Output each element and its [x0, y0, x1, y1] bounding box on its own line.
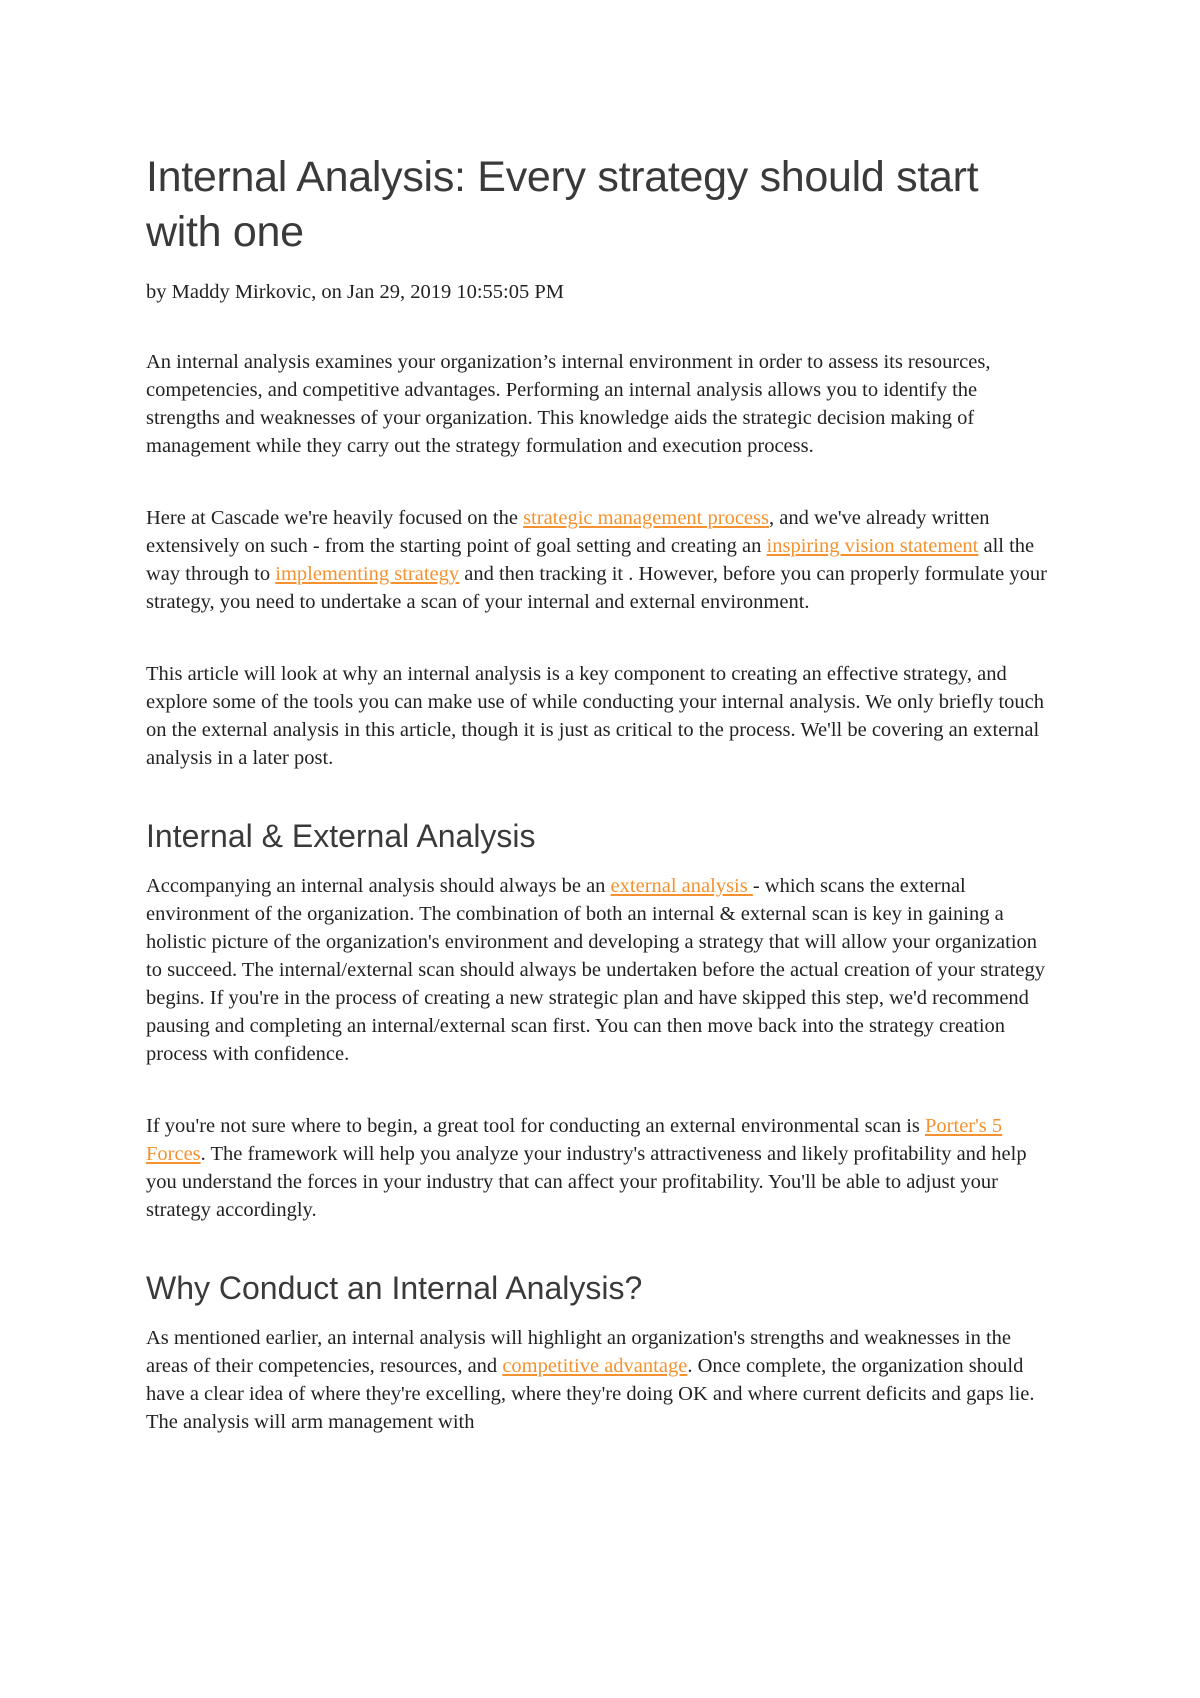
text-segment: As mentioned earlier, an internal analysis will highlight an organization's strengths and weaknesses in the areas of their competencies, resources, and — [146, 1327, 1011, 1377]
text-segment: . The framework will help you analyze your industry's attractiveness and likely profitability and help you understand the forces in your industry that can affect your profitability. You'll be able to adjust your strategy accordingly. — [146, 1143, 1027, 1221]
byline: by Maddy Mirkovic, on Jan 29, 2019 10:55:05 PM — [146, 281, 564, 303]
external-analysis-link[interactable]: external analysis — [610, 875, 753, 897]
cascade-paragraph — [146, 504, 1056, 616]
text-segment: and then tracking it . However, before you can properly formulate your strategy, you need to undertake a scan of your internal and external environment. — [146, 563, 1047, 613]
text-segment: . Once complete, the organization should have a clear idea of where they're excelling, where they're doing OK and where current deficits and gaps lie. The analysis will arm management with — [146, 1355, 1035, 1433]
inspiring-vision-statement-link[interactable]: inspiring vision statement — [766, 535, 979, 557]
strategic-management-process-link[interactable]: strategic management process — [523, 507, 769, 529]
porters-forces-paragraph — [146, 1112, 1056, 1224]
intro-paragraph: An internal analysis examines your organization’s internal environment in order to assess its resources, competencies, and competitive advantages. Performing an internal analysis allows you to identify the strengths and weaknesses of your organization. This knowledge aids the strategic decision making of management while they carry out the strategy formulation and execution process. — [146, 351, 991, 457]
text-segment: Here at Cascade we're heavily focused on the — [146, 507, 524, 529]
why-conduct-paragraph — [146, 1324, 1056, 1436]
section-heading-internal-external: Internal & External Analysis — [146, 818, 536, 854]
text-segment: , and we've already written extensively on such - from the starting point of goal setting and creating an — [146, 507, 990, 557]
implementing-strategy-link[interactable]: implementing strategy — [275, 563, 460, 585]
porters-5-forces-link[interactable]: Porter's 5 Forces — [146, 1115, 1003, 1165]
page-title: Internal Analysis: Every strategy should start with one — [146, 153, 979, 256]
text-segment: - which scans the external environment of the organization. The combination of both an internal & external scan is key in gaining a holistic picture of the organization's environment and developing a strategy that will allow your organization to succeed. The internal/external scan should always be undertaken before the actual creation of your strategy begins. If you're in the process of creating a new strategic plan and have skipped this step, we'd recommend pausing and completing an internal/external scan first. You can then move back into the strategy creation process with confidence. — [146, 875, 1045, 1065]
text-segment: If you're not sure where to begin, a great tool for conducting an external environmental scan is — [146, 1115, 926, 1137]
text-segment: all the way through to — [146, 535, 1035, 585]
article — [146, 150, 1056, 1480]
external-analysis-paragraph — [146, 872, 1056, 1068]
article-overview-paragraph: This article will look at why an internal analysis is a key component to creating an effective strategy, and explore some of the tools you can make use of while conducting your internal analysis. We only briefly touch on the external analysis in this article, though it is just as critical to the process. We'll be covering an external analysis in a later post. — [146, 663, 1045, 769]
competitive-advantage-link[interactable]: competitive advantage — [502, 1355, 688, 1377]
section-heading-why-conduct: Why Conduct an Internal Analysis? — [146, 1270, 643, 1306]
text-segment: Accompanying an internal analysis should always be an — [146, 875, 611, 897]
